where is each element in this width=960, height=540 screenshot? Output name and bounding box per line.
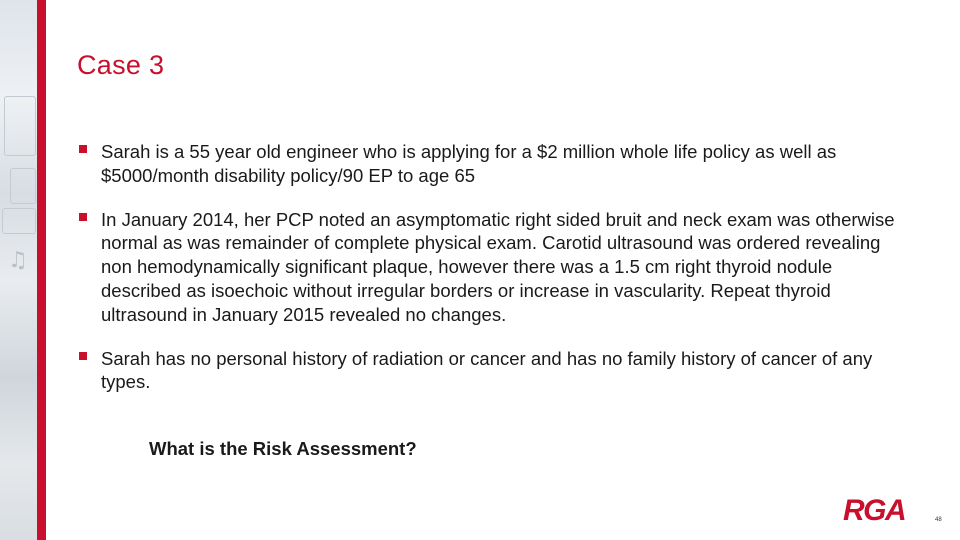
music-note-icon: ♫ [8,248,28,273]
bullet-list [77,140,907,414]
bullet-item [77,208,907,327]
bullet-text: Sarah has no personal history of radiation or cancer and has no family history of cancer of any types. [101,347,873,393]
bullet-item [77,347,907,395]
bullet-text: In January 2014, her PCP noted an asymptomatic right sided bruit and neck exam was otherwise normal as was remainder of complete physical exam. Carotid ultrasound was ordered revealing non hemodynamically significant plaque, however there was a 1.5 cm right thyroid nodule described as isoechoic without irregular borders or increase in vascularity. Repeat thyroid ultrasound in January 2015 revealed no changes. [101,208,895,325]
bullet-item [77,140,907,188]
bullet-marker-icon [79,352,87,360]
page-number: 48 [935,517,942,523]
slide-title: Case 3 [77,50,165,80]
bullet-text: Sarah is a 55 year old engineer who is applying for a $2 million whole life policy as well as $5000/month disability policy/90 EP to age 65 [101,141,837,186]
question-prompt: What is the Risk Assessment? [149,438,417,459]
bullet-marker-icon [79,213,87,221]
accent-bar [37,0,46,540]
bullet-marker-icon [79,145,87,153]
rga-logo: RGA [843,494,906,527]
decorative-photo-strip [0,0,37,540]
